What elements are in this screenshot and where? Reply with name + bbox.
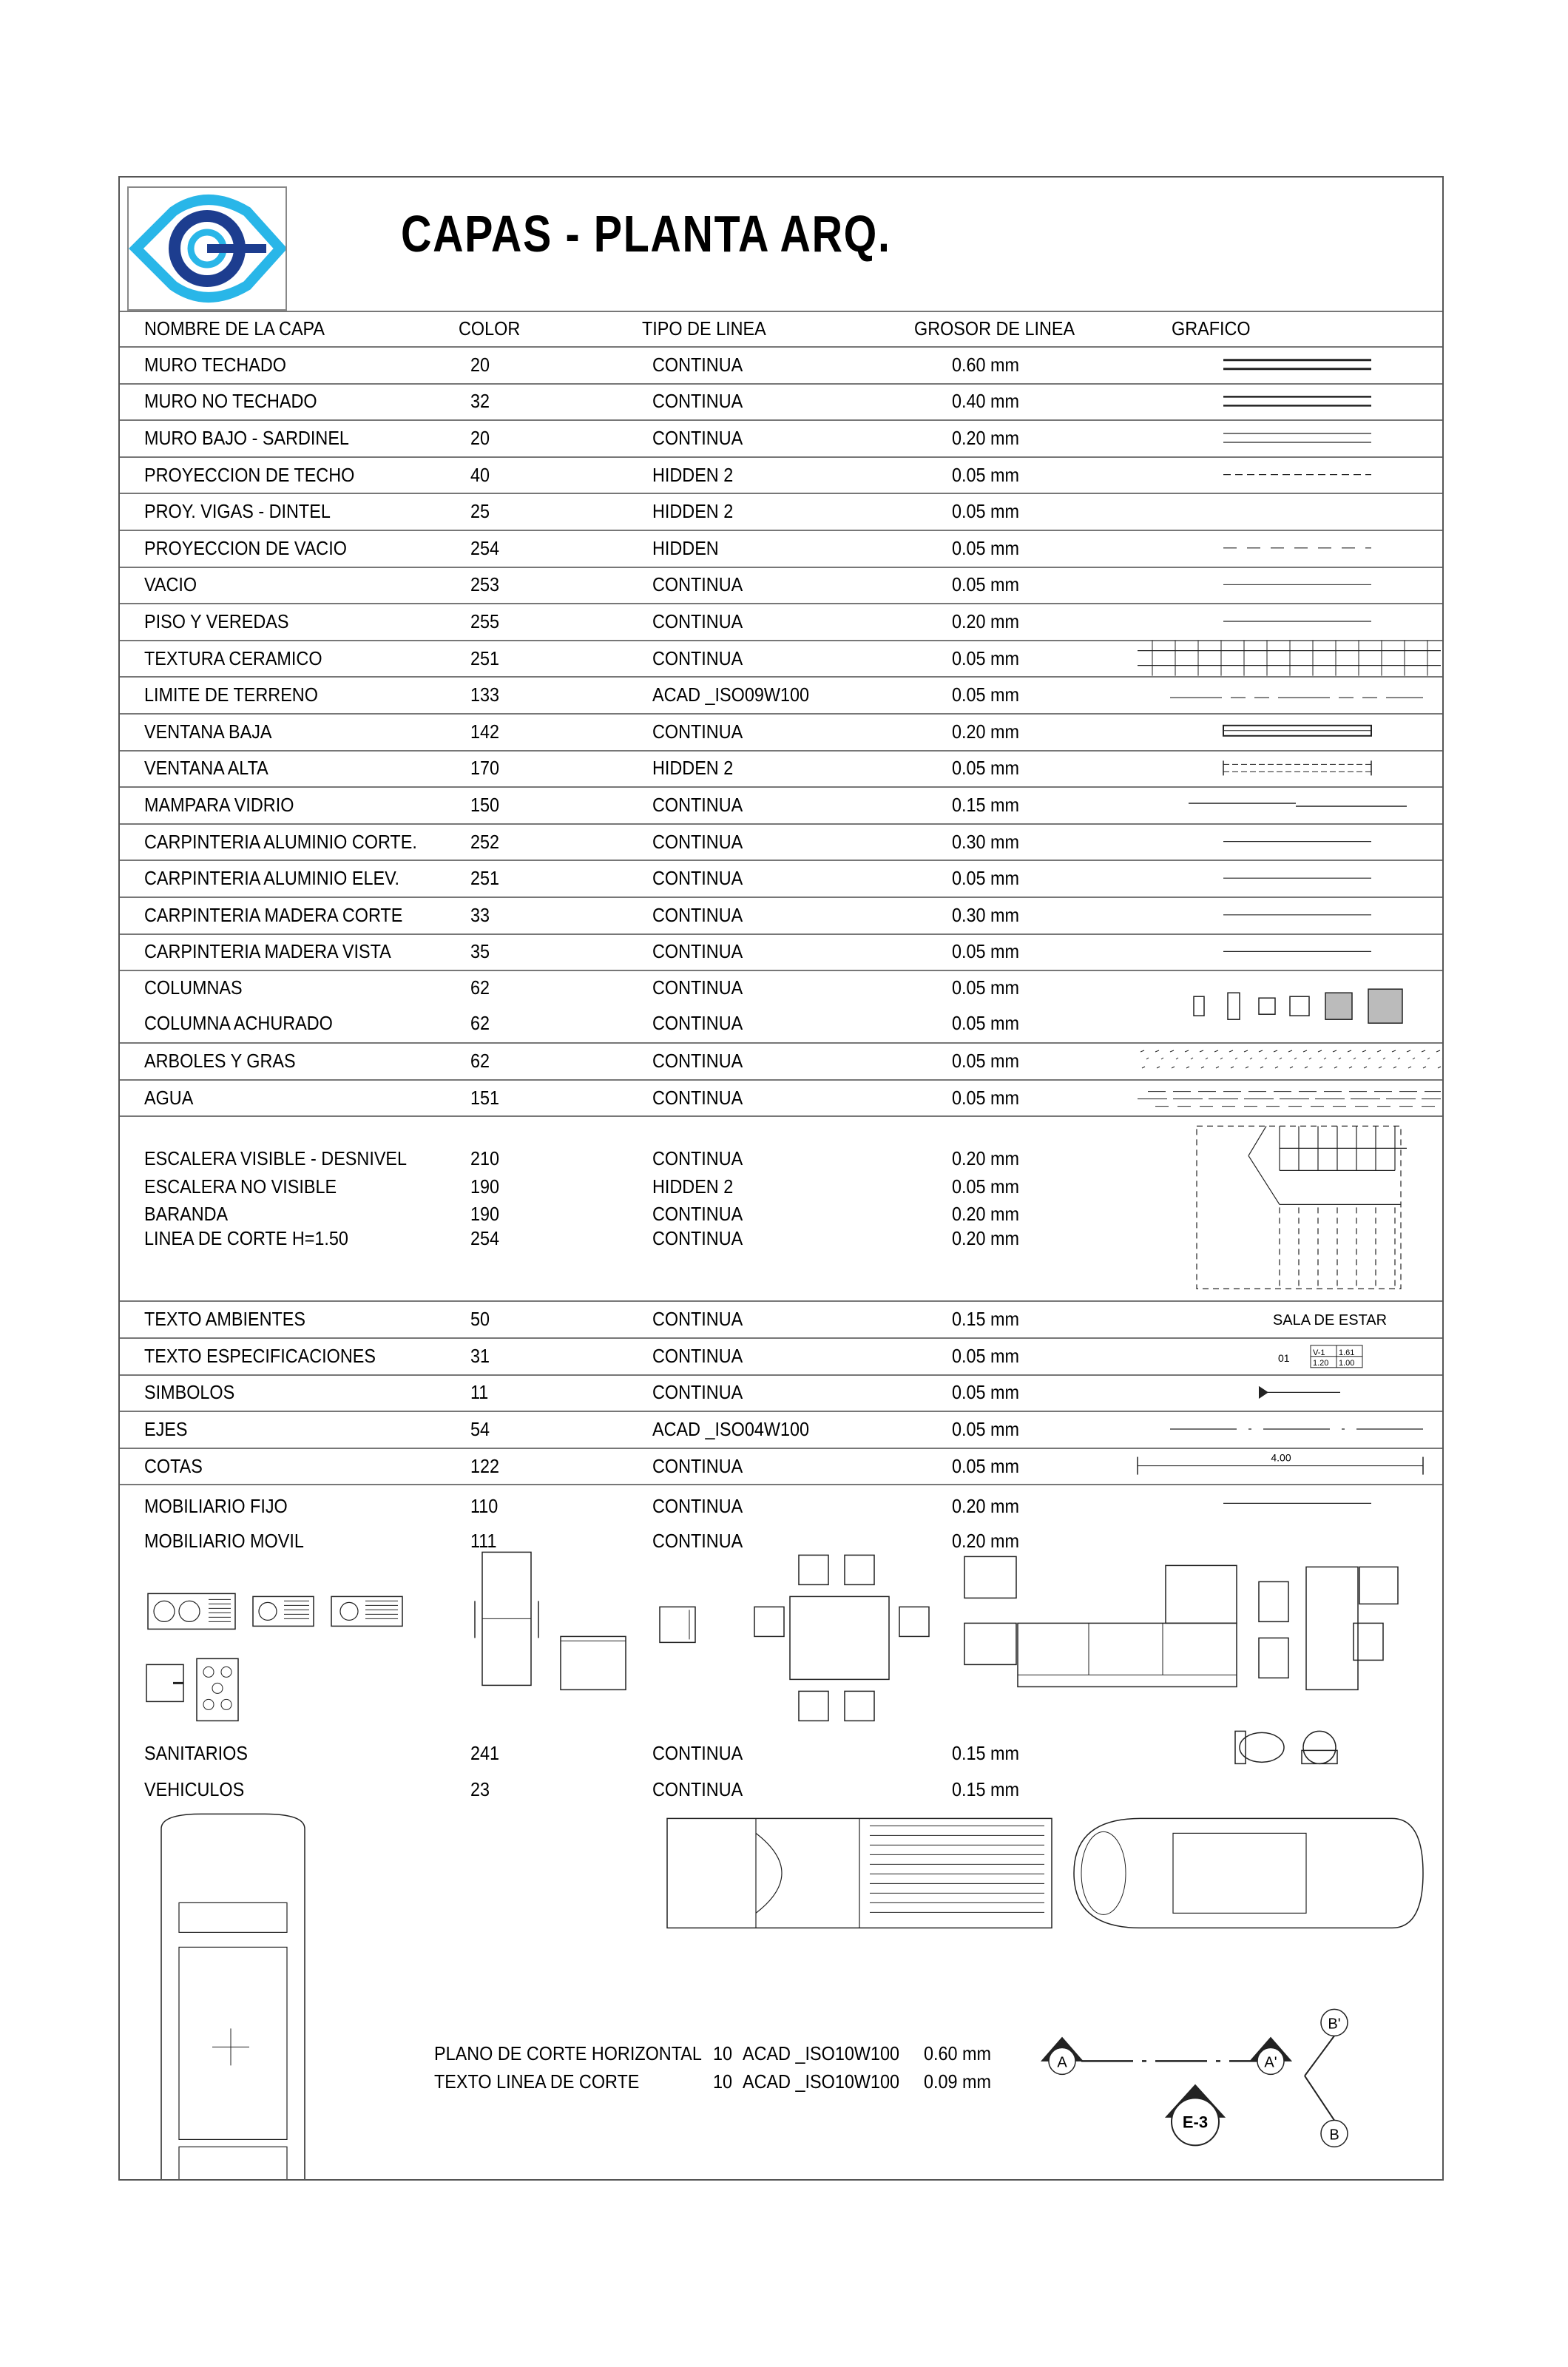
grass-hatch xyxy=(1407,1050,1410,1052)
layer-color: 40 xyxy=(470,463,490,486)
layer-linetype: HIDDEN xyxy=(652,536,719,559)
layer-linetype: CONTINUA xyxy=(652,1495,743,1518)
cut-weight: 0.09 mm xyxy=(924,2070,992,2093)
layer-color: 110 xyxy=(470,1495,499,1518)
car-rear-window xyxy=(179,2147,287,2179)
dining-chair-icon xyxy=(845,1555,874,1584)
grass-hatch xyxy=(1398,1058,1400,1059)
header-name: NOMBRE DE LA CAPA xyxy=(144,317,325,340)
armchair-icon xyxy=(964,1623,1016,1664)
layer-weight: 0.15 mm xyxy=(952,794,1020,816)
bench-icon xyxy=(1359,1567,1398,1604)
layer-name: CARPINTERIA ALUMINIO ELEV. xyxy=(144,867,400,890)
layer-weight: 0.05 mm xyxy=(952,573,1020,596)
grass-hatch xyxy=(1393,1067,1396,1068)
grass-hatch xyxy=(1142,1067,1145,1068)
spec-code-sample: V-1 xyxy=(1313,1348,1325,1357)
layer-name: MURO NO TECHADO xyxy=(144,390,317,413)
layer-weight: 0.15 mm xyxy=(952,1742,1020,1765)
grass-hatch xyxy=(1377,1050,1381,1052)
layer-linetype: CONTINUA xyxy=(652,1012,743,1035)
layer-color: 62 xyxy=(470,1012,490,1035)
layer-color: 190 xyxy=(470,1175,500,1198)
grass-hatch xyxy=(1339,1058,1341,1059)
layer-linetype: CONTINUA xyxy=(652,1050,743,1072)
layer-linetype: CONTINUA xyxy=(652,353,743,376)
grass-hatch xyxy=(1275,1067,1278,1068)
cut-color: 10 xyxy=(713,2042,733,2065)
layer-color: 20 xyxy=(470,427,490,449)
layer-name: VENTANA ALTA xyxy=(144,757,268,780)
stair-edge xyxy=(1248,1126,1266,1155)
layer-color: 25 xyxy=(470,500,490,523)
layer-weight: 0.20 mm xyxy=(952,1203,1020,1226)
layer-weight: 0.05 mm xyxy=(952,976,1020,999)
grass-hatch xyxy=(1334,1067,1337,1068)
layer-name: ESCALERA NO VISIBLE xyxy=(144,1175,337,1198)
chair-icon xyxy=(660,1607,695,1642)
layer-linetype: CONTINUA xyxy=(652,1742,743,1765)
layer-sheet xyxy=(118,176,1444,2181)
layer-name: COLUMNA ACHURADO xyxy=(144,1012,333,1035)
layer-name: MOBILIARIO MOVIL xyxy=(144,1530,304,1553)
dining-table-icon xyxy=(790,1596,889,1679)
layer-weight: 0.15 mm xyxy=(952,1308,1020,1331)
layer-color: 20 xyxy=(470,353,490,376)
grass-hatch xyxy=(1260,1067,1263,1068)
burner-icon xyxy=(221,1699,232,1709)
layer-linetype: CONTINUA xyxy=(652,1227,743,1250)
layer-weight: 0.05 mm xyxy=(952,1012,1020,1035)
layer-weight: 0.05 mm xyxy=(952,500,1020,523)
layer-weight: 0.05 mm xyxy=(952,1418,1020,1440)
toilet-tank xyxy=(1235,1731,1246,1763)
layer-color: 190 xyxy=(470,1203,500,1226)
washbasin-counter xyxy=(1302,1750,1337,1763)
grass-hatch xyxy=(1423,1067,1426,1068)
grass-hatch xyxy=(1348,1050,1351,1052)
layer-color: 150 xyxy=(470,794,500,816)
layer-name: PROYECCION DE TECHO xyxy=(144,463,355,486)
grass-hatch xyxy=(1216,1067,1219,1068)
grass-hatch xyxy=(1214,1050,1218,1052)
header-linetype: TIPO DE LINEA xyxy=(642,317,766,340)
layer-color: 62 xyxy=(470,976,490,999)
layer-weight: 0.05 mm xyxy=(952,1050,1020,1072)
layer-name: TEXTO ESPECIFICACIONES xyxy=(144,1344,376,1367)
grass-hatch xyxy=(1364,1067,1367,1068)
grass-hatch xyxy=(1408,1067,1411,1068)
layer-color: 252 xyxy=(470,830,500,853)
layer-color: 251 xyxy=(470,646,500,669)
sedan-hood xyxy=(1081,1831,1126,1914)
grass-hatch xyxy=(1157,1067,1160,1068)
layer-linetype: ACAD _ISO04W100 xyxy=(652,1418,810,1440)
sink-bowl xyxy=(340,1602,358,1620)
toilet-icon xyxy=(1240,1732,1284,1762)
grass-hatch xyxy=(1280,1058,1282,1059)
column-sample xyxy=(1194,996,1204,1016)
burner-icon xyxy=(221,1667,232,1677)
layer-name: PISO Y VEREDAS xyxy=(144,610,289,632)
layer-linetype: CONTINUA xyxy=(652,903,743,926)
side-chair-icon xyxy=(1259,1581,1288,1621)
layer-linetype: HIDDEN 2 xyxy=(652,1175,734,1198)
cut-name: TEXTO LINEA DE CORTE xyxy=(434,2070,640,2093)
sedan-top-view-icon xyxy=(1074,1818,1423,1928)
layer-weight: 0.30 mm xyxy=(952,903,1020,926)
spec-height-sample: 1.00 xyxy=(1339,1358,1355,1368)
layer-linetype: HIDDEN 2 xyxy=(652,500,734,523)
burner-icon xyxy=(203,1667,214,1677)
layer-color: 122 xyxy=(470,1454,500,1477)
layer-name: VACIO xyxy=(144,573,197,596)
stair-edge xyxy=(1248,1155,1280,1204)
layer-color: 170 xyxy=(470,757,500,780)
grass-hatch xyxy=(1200,1050,1203,1052)
layer-color: 62 xyxy=(470,1050,490,1072)
grass-hatch xyxy=(1319,1067,1322,1068)
car-top-view-icon xyxy=(161,1814,305,2179)
grass-hatch xyxy=(1155,1050,1159,1052)
dining-chair-icon xyxy=(899,1607,929,1636)
layer-color: 254 xyxy=(470,536,500,559)
layer-name: MAMPARA VIDRIO xyxy=(144,794,294,816)
car-windshield xyxy=(179,1902,287,1932)
grass-hatch xyxy=(1244,1050,1248,1052)
stove-icon xyxy=(197,1658,238,1721)
layer-name: COTAS xyxy=(144,1454,203,1477)
layer-name: ARBOLES Y GRAS xyxy=(144,1050,296,1072)
grass-hatch xyxy=(1324,1058,1326,1059)
layer-linetype: CONTINUA xyxy=(652,1344,743,1367)
layer-color: 111 xyxy=(470,1530,497,1553)
spec-number-sample: 01 xyxy=(1278,1351,1290,1364)
grass-hatch xyxy=(1303,1050,1307,1052)
layer-linetype: CONTINUA xyxy=(652,610,743,632)
grass-hatch xyxy=(1290,1067,1293,1068)
cut-label-b: B xyxy=(1329,2127,1339,2144)
layer-linetype: CONTINUA xyxy=(652,1203,743,1226)
grass-hatch xyxy=(1186,1067,1189,1068)
layer-color: 251 xyxy=(470,867,500,890)
grass-hatch xyxy=(1379,1067,1382,1068)
grass-hatch xyxy=(1383,1058,1385,1059)
grass-hatch xyxy=(1185,1050,1189,1052)
layer-weight: 0.20 mm xyxy=(952,1147,1020,1170)
grass-hatch xyxy=(1368,1058,1371,1059)
cut-name: PLANO DE CORTE HORIZONTAL xyxy=(434,2042,702,2065)
layer-weight: 0.20 mm xyxy=(952,720,1020,743)
dimension-value: 4.00 xyxy=(1271,1451,1291,1464)
layer-color: 253 xyxy=(470,573,500,596)
grass-hatch xyxy=(1176,1058,1178,1059)
layer-linetype: CONTINUA xyxy=(652,427,743,449)
grass-hatch xyxy=(1436,1050,1440,1052)
layer-color: 241 xyxy=(470,1742,500,1765)
layer-linetype: CONTINUA xyxy=(652,940,743,963)
cut-label-a: A xyxy=(1057,2054,1067,2071)
grass-hatch xyxy=(1201,1067,1204,1068)
layer-name: COLUMNAS xyxy=(144,976,243,999)
dining-chair-icon xyxy=(799,1691,828,1721)
grass-hatch xyxy=(1246,1067,1248,1068)
burner-icon xyxy=(203,1699,214,1709)
layer-linetype: CONTINUA xyxy=(652,390,743,413)
layer-name: CARPINTERIA MADERA CORTE xyxy=(144,903,403,926)
layer-name: BARANDA xyxy=(144,1203,229,1226)
cut-color: 10 xyxy=(713,2070,733,2093)
layer-weight: 0.05 mm xyxy=(952,940,1020,963)
layer-weight: 0.05 mm xyxy=(952,1454,1020,1477)
layer-color: 151 xyxy=(470,1086,500,1109)
layer-weight: 0.20 mm xyxy=(952,1495,1020,1518)
layer-linetype: CONTINUA xyxy=(652,1086,743,1109)
room-name-sample: SALA DE ESTAR xyxy=(1272,1312,1388,1329)
layer-weight: 0.05 mm xyxy=(952,757,1020,780)
side-chair-icon xyxy=(1259,1638,1288,1678)
layer-color: 31 xyxy=(470,1344,490,1367)
column-sample xyxy=(1290,996,1309,1016)
layer-name: TEXTURA CERAMICO xyxy=(144,646,322,669)
layer-weight: 0.05 mm xyxy=(952,683,1020,706)
grass-hatch xyxy=(1229,1050,1233,1052)
layer-weight: 0.05 mm xyxy=(952,1175,1020,1198)
layer-color: 50 xyxy=(470,1308,490,1331)
layer-linetype: HIDDEN 2 xyxy=(652,463,734,486)
header-graphic: GRAFICO xyxy=(1172,317,1251,340)
desk-icon xyxy=(561,1636,626,1689)
cut-label-b2: B' xyxy=(1328,2016,1341,2033)
grass-hatch xyxy=(1206,1058,1208,1059)
layer-color: 33 xyxy=(470,903,490,926)
layer-weight: 0.20 mm xyxy=(952,427,1020,449)
dining-chair-icon xyxy=(754,1607,784,1636)
grass-hatch xyxy=(1235,1058,1237,1059)
bench-icon xyxy=(1306,1567,1358,1689)
cut-linetype: ACAD _ISO10W100 xyxy=(743,2042,900,2065)
sofa-icon xyxy=(1018,1623,1237,1686)
layer-name: LINEA DE CORTE H=1.50 xyxy=(144,1227,348,1250)
grass-hatch xyxy=(1140,1050,1144,1052)
grass-hatch xyxy=(1349,1067,1352,1068)
layer-linetype: CONTINUA xyxy=(652,1308,743,1331)
elevation-label: E-3 xyxy=(1182,2113,1209,2132)
cut-plane-line xyxy=(1305,2076,1334,2120)
grass-hatch xyxy=(1288,1050,1292,1052)
layer-linetype: CONTINUA xyxy=(652,1454,743,1477)
grass-hatch xyxy=(1250,1058,1252,1059)
column-sample xyxy=(1228,993,1240,1019)
layer-name: CARPINTERIA MADERA VISTA xyxy=(144,940,391,963)
cut-label-a2: A' xyxy=(1264,2054,1277,2071)
header-color: COLOR xyxy=(459,317,521,340)
grass-hatch xyxy=(1333,1050,1336,1052)
arrow-icon xyxy=(1259,1386,1268,1398)
grass-hatch xyxy=(1305,1067,1308,1068)
sink-double-icon xyxy=(148,1593,235,1629)
layer-name: AGUA xyxy=(144,1086,194,1109)
layer-name: VEHICULOS xyxy=(144,1778,245,1801)
pickup-windshield xyxy=(756,1833,782,1913)
grass-hatch xyxy=(1146,1058,1149,1059)
layer-linetype: CONTINUA xyxy=(652,976,743,999)
layer-name: PROY. VIGAS - DINTEL xyxy=(144,500,331,523)
cut-plane-line xyxy=(1305,2036,1334,2076)
header-weight: GROSOR DE LINEA xyxy=(914,317,1075,340)
layer-linetype: CONTINUA xyxy=(652,720,743,743)
layer-weight: 0.60 mm xyxy=(952,353,1020,376)
layer-name: SIMBOLOS xyxy=(144,1381,235,1404)
layer-name: LIMITE DE TERRENO xyxy=(144,683,318,706)
layer-weight: 0.15 mm xyxy=(952,1778,1020,1801)
layer-weight: 0.05 mm xyxy=(952,536,1020,559)
layer-linetype: CONTINUA xyxy=(652,573,743,596)
layer-linetype: CONTINUA xyxy=(652,646,743,669)
graphic-samples xyxy=(120,178,1442,2179)
sedan-roof xyxy=(1173,1833,1306,1913)
layer-color: 23 xyxy=(470,1778,490,1801)
layer-name: CARPINTERIA ALUMINIO CORTE. xyxy=(144,830,417,853)
grass-hatch xyxy=(1191,1058,1193,1059)
layer-weight: 0.40 mm xyxy=(952,390,1020,413)
layer-name: MURO TECHADO xyxy=(144,353,286,376)
dining-chair-icon xyxy=(845,1691,874,1721)
column-sample xyxy=(1368,989,1402,1023)
layer-weight: 0.05 mm xyxy=(952,1086,1020,1109)
layer-color: 255 xyxy=(470,610,500,632)
layer-color: 54 xyxy=(470,1418,490,1440)
grass-hatch xyxy=(1422,1050,1425,1052)
layer-weight: 0.30 mm xyxy=(952,830,1020,853)
layer-name: SANITARIOS xyxy=(144,1742,248,1765)
grass-hatch xyxy=(1220,1058,1223,1059)
burner-icon xyxy=(212,1683,223,1693)
cut-weight: 0.60 mm xyxy=(924,2042,992,2065)
layer-linetype: CONTINUA xyxy=(652,1381,743,1404)
sink-bowl xyxy=(259,1602,277,1620)
spec-width-sample: 1.61 xyxy=(1339,1348,1355,1357)
grass-hatch xyxy=(1318,1050,1322,1052)
page-title: CAPAS - PLANTA ARQ. xyxy=(401,205,891,263)
layer-linetype: ACAD _ISO09W100 xyxy=(652,683,810,706)
layer-weight: 0.20 mm xyxy=(952,610,1020,632)
layer-weight: 0.05 mm xyxy=(952,1344,1020,1367)
cut-linetype: ACAD _ISO10W100 xyxy=(743,2070,900,2093)
layer-linetype: CONTINUA xyxy=(652,794,743,816)
layer-name: MURO BAJO - SARDINEL xyxy=(144,427,349,449)
armchair-icon xyxy=(964,1556,1016,1598)
layer-weight: 0.20 mm xyxy=(952,1530,1020,1553)
layer-color: 32 xyxy=(470,390,490,413)
grass-hatch xyxy=(1294,1058,1297,1059)
layer-color: 133 xyxy=(470,683,500,706)
layer-color: 142 xyxy=(470,720,500,743)
grass-hatch xyxy=(1438,1067,1441,1068)
layer-color: 254 xyxy=(470,1227,500,1250)
grass-hatch xyxy=(1259,1050,1263,1052)
grass-hatch xyxy=(1161,1058,1163,1059)
sink-bowl xyxy=(154,1601,175,1621)
washbasin-icon xyxy=(1303,1731,1336,1763)
layer-name: MOBILIARIO FIJO xyxy=(144,1495,288,1518)
layer-name: EJES xyxy=(144,1418,188,1440)
sofa-back-icon xyxy=(1166,1565,1237,1623)
layer-weight: 0.05 mm xyxy=(952,646,1020,669)
spec-height-sample: 1.20 xyxy=(1313,1358,1329,1368)
layer-weight: 0.20 mm xyxy=(952,1227,1020,1250)
layer-linetype: HIDDEN 2 xyxy=(652,757,734,780)
grass-hatch xyxy=(1413,1058,1415,1059)
layer-weight: 0.05 mm xyxy=(952,463,1020,486)
layer-linetype: CONTINUA xyxy=(652,1778,743,1801)
grass-hatch xyxy=(1427,1058,1430,1059)
layer-weight: 0.05 mm xyxy=(952,867,1020,890)
grass-hatch xyxy=(1309,1058,1311,1059)
column-sample xyxy=(1259,998,1275,1014)
layer-weight: 0.05 mm xyxy=(952,1381,1020,1404)
grass-hatch xyxy=(1172,1067,1175,1068)
layer-color: 11 xyxy=(470,1381,489,1404)
layer-linetype: CONTINUA xyxy=(652,830,743,853)
car-roof xyxy=(179,1947,287,2139)
layer-name: VENTANA BAJA xyxy=(144,720,272,743)
layer-name: ESCALERA VISIBLE - DESNIVEL xyxy=(144,1147,408,1170)
grass-hatch xyxy=(1231,1067,1234,1068)
grass-hatch xyxy=(1354,1058,1356,1059)
layer-linetype: CONTINUA xyxy=(652,1530,743,1553)
grass-hatch xyxy=(1265,1058,1267,1059)
layer-color: 35 xyxy=(470,940,490,963)
layer-name: PROYECCION DE VACIO xyxy=(144,536,347,559)
column-sample xyxy=(1325,993,1352,1019)
layer-name: TEXTO AMBIENTES xyxy=(144,1308,306,1331)
grass-hatch xyxy=(1362,1050,1366,1052)
sink-bowl xyxy=(179,1601,200,1621)
dining-chair-icon xyxy=(799,1555,828,1584)
grass-hatch xyxy=(1274,1050,1277,1052)
layer-color: 210 xyxy=(470,1147,500,1170)
grass-hatch xyxy=(1170,1050,1174,1052)
layer-linetype: CONTINUA xyxy=(652,1147,743,1170)
grass-hatch xyxy=(1392,1050,1396,1052)
layer-linetype: CONTINUA xyxy=(652,867,743,890)
